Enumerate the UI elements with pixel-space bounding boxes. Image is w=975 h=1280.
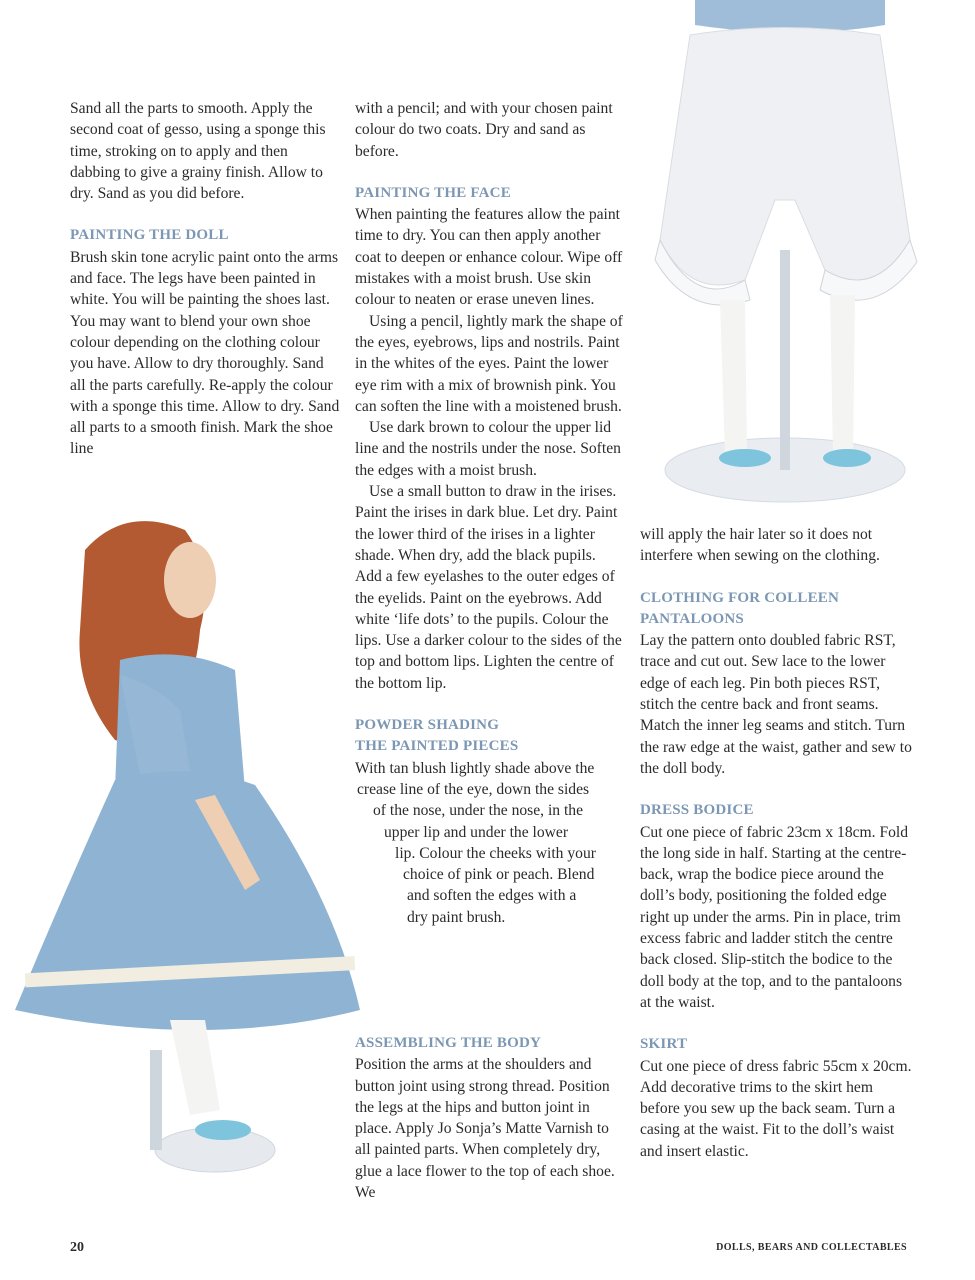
painting-face-heading: PAINTING THE FACE xyxy=(355,184,511,201)
face-paragraph-2: Using a pencil, lightly mark the shape of the eyes, eyebrows, lips and nostrils. Paint in the whites of the eyes. Paint the lower eye rim with a mix of brownish pink. You can soften the line with a moistened brush. xyxy=(355,312,623,415)
powder-heading-line-2: THE PAINTED PIECES xyxy=(355,738,519,755)
leg-left xyxy=(720,300,747,455)
powder-shading-heading xyxy=(355,715,623,758)
powder-heading-line-1: POWDER SHADING xyxy=(355,717,500,734)
face xyxy=(164,542,216,618)
skirt xyxy=(15,771,360,1030)
powder-line: upper lip and under the lower xyxy=(384,823,569,841)
dress-bodice-paragraph: Cut one piece of fabric 23cm x 18cm. Fold the long side in half. Starting at the centre-back, wrap the bodice piece around the doll’s body, positioning the folded edge right up under the arms. Pin in place, trim excess fabric and ladder stitch the centre back closed. Slip-stitch the bodice to the doll body at the top, and to the pantaloons at the waist. xyxy=(640,823,909,1011)
leg xyxy=(170,1020,220,1115)
assembling-body-heading: ASSEMBLING THE BODY xyxy=(355,1035,542,1051)
intro-paragraph: Sand all the parts to smooth. Apply the second coat of gesso, using a sponge this time, stroking on to apply and then dabbing to give a grainy finish. Allow to dry. Sand as you did before. xyxy=(70,100,326,203)
shoe-right xyxy=(823,449,871,467)
continued-paragraph: with a pencil; and with your chosen paint colour do two coats. Dry and sand as before. xyxy=(355,100,613,160)
column-3 xyxy=(640,524,915,1162)
clothing-heading xyxy=(640,588,915,631)
powder-line: and soften the edges with a xyxy=(407,887,577,905)
leg-right xyxy=(830,295,855,455)
magazine-title: DOLLS, BEARS AND COLLECTABLES xyxy=(716,1242,907,1253)
pantaloons-body xyxy=(660,28,910,286)
painting-doll-heading: PAINTING THE DOLL xyxy=(70,227,229,244)
skirt-heading: SKIRT xyxy=(640,1036,688,1053)
powder-shading-paragraph xyxy=(355,758,623,928)
pantaloons-paragraph: Lay the pattern onto doubled fabric RST, trace and cut out. Sew lace to the lower edge of each leg. Pin both pieces RST, stitch the centre back and front seams. Match the inner leg seams and stitch. Turn the raw edge at the waist, gather and sew to the doll body. xyxy=(640,632,912,777)
powder-line: of the nose, under the nose, in the xyxy=(373,802,584,820)
shoe-left xyxy=(719,449,771,467)
powder-line: choice of pink or peach. Blend xyxy=(403,866,595,884)
face-paragraph-3: Use dark brown to colour the upper lid line and the nostrils under the nose. Soften the edges with a moist brush. xyxy=(355,419,621,479)
column-2 xyxy=(355,98,623,928)
assembling-body-paragraph: Position the arms at the shoulders and button joint using strong thread. Position the legs at the hips and button joint in place. Apply Jo Sonja’s Matte Varnish to all painted parts. When completely dry, glue a lace flower to the top of each shoe. We xyxy=(355,1056,615,1202)
continued-paragraph: will apply the hair later so it does not interfere when sewing on the clothing. xyxy=(640,526,880,565)
dress-bodice-heading: DRESS BODICE xyxy=(640,802,754,819)
clothing-heading-line-1: CLOTHING FOR COLLEEN xyxy=(640,589,840,606)
column-1 xyxy=(70,98,340,460)
powder-line: dry paint brush. xyxy=(407,908,506,926)
column-2-bottom xyxy=(355,1033,623,1203)
shoe xyxy=(195,1120,251,1140)
clothing-heading-line-2: PANTALOONS xyxy=(640,610,744,627)
face-paragraph-4: Use a small button to draw in the irises. Paint the irises in dark blue. Let dry. Paint the lower third of the irises in a lighter shade. When dry, add the black pupils. Add a few eyelashes to the outer edges of the eyelids. Paint on the eyebrows. Add white ‘life dots’ to the pupils. Colour the lips. Use a darker colour to the sides of the top and bottom lips. Lighten the centre of the bottom lip. xyxy=(355,483,622,692)
powder-line: lip. Colour the cheeks with your xyxy=(395,844,596,862)
painting-doll-paragraph: Brush skin tone acrylic paint onto the arms and face. The legs have been painted in white. You will be painting the shoes last. You may want to blend your own shoe colour depending on the clothing colour you have. Allow to dry thoroughly. Sand all the parts carefully. Re-apply the colour with a sponge this time. Allow to dry. Sand all parts to a smooth finish. Mark the shoe line xyxy=(70,248,340,458)
powder-line: crease line of the eye, down the sides xyxy=(357,780,590,798)
page-number: 20 xyxy=(70,1240,84,1255)
pantaloons-photo xyxy=(635,0,935,510)
skirt-paragraph: Cut one piece of dress fabric 55cm x 20cm. Add decorative trims to the skirt hem before you sew up the back seam. Turn a casing at the waist. Fit to the doll’s waist and insert elastic. xyxy=(640,1057,912,1160)
face-paragraph-1: When painting the features allow the paint time to dry. You can then apply another coat to deepen or enhance colour. Wipe off mistakes with a moist brush. Use skin colour to neaten or erase uneven lines. xyxy=(355,206,623,309)
doll-photo xyxy=(5,510,380,1190)
powder-line: With tan blush lightly shade above the xyxy=(355,759,595,777)
